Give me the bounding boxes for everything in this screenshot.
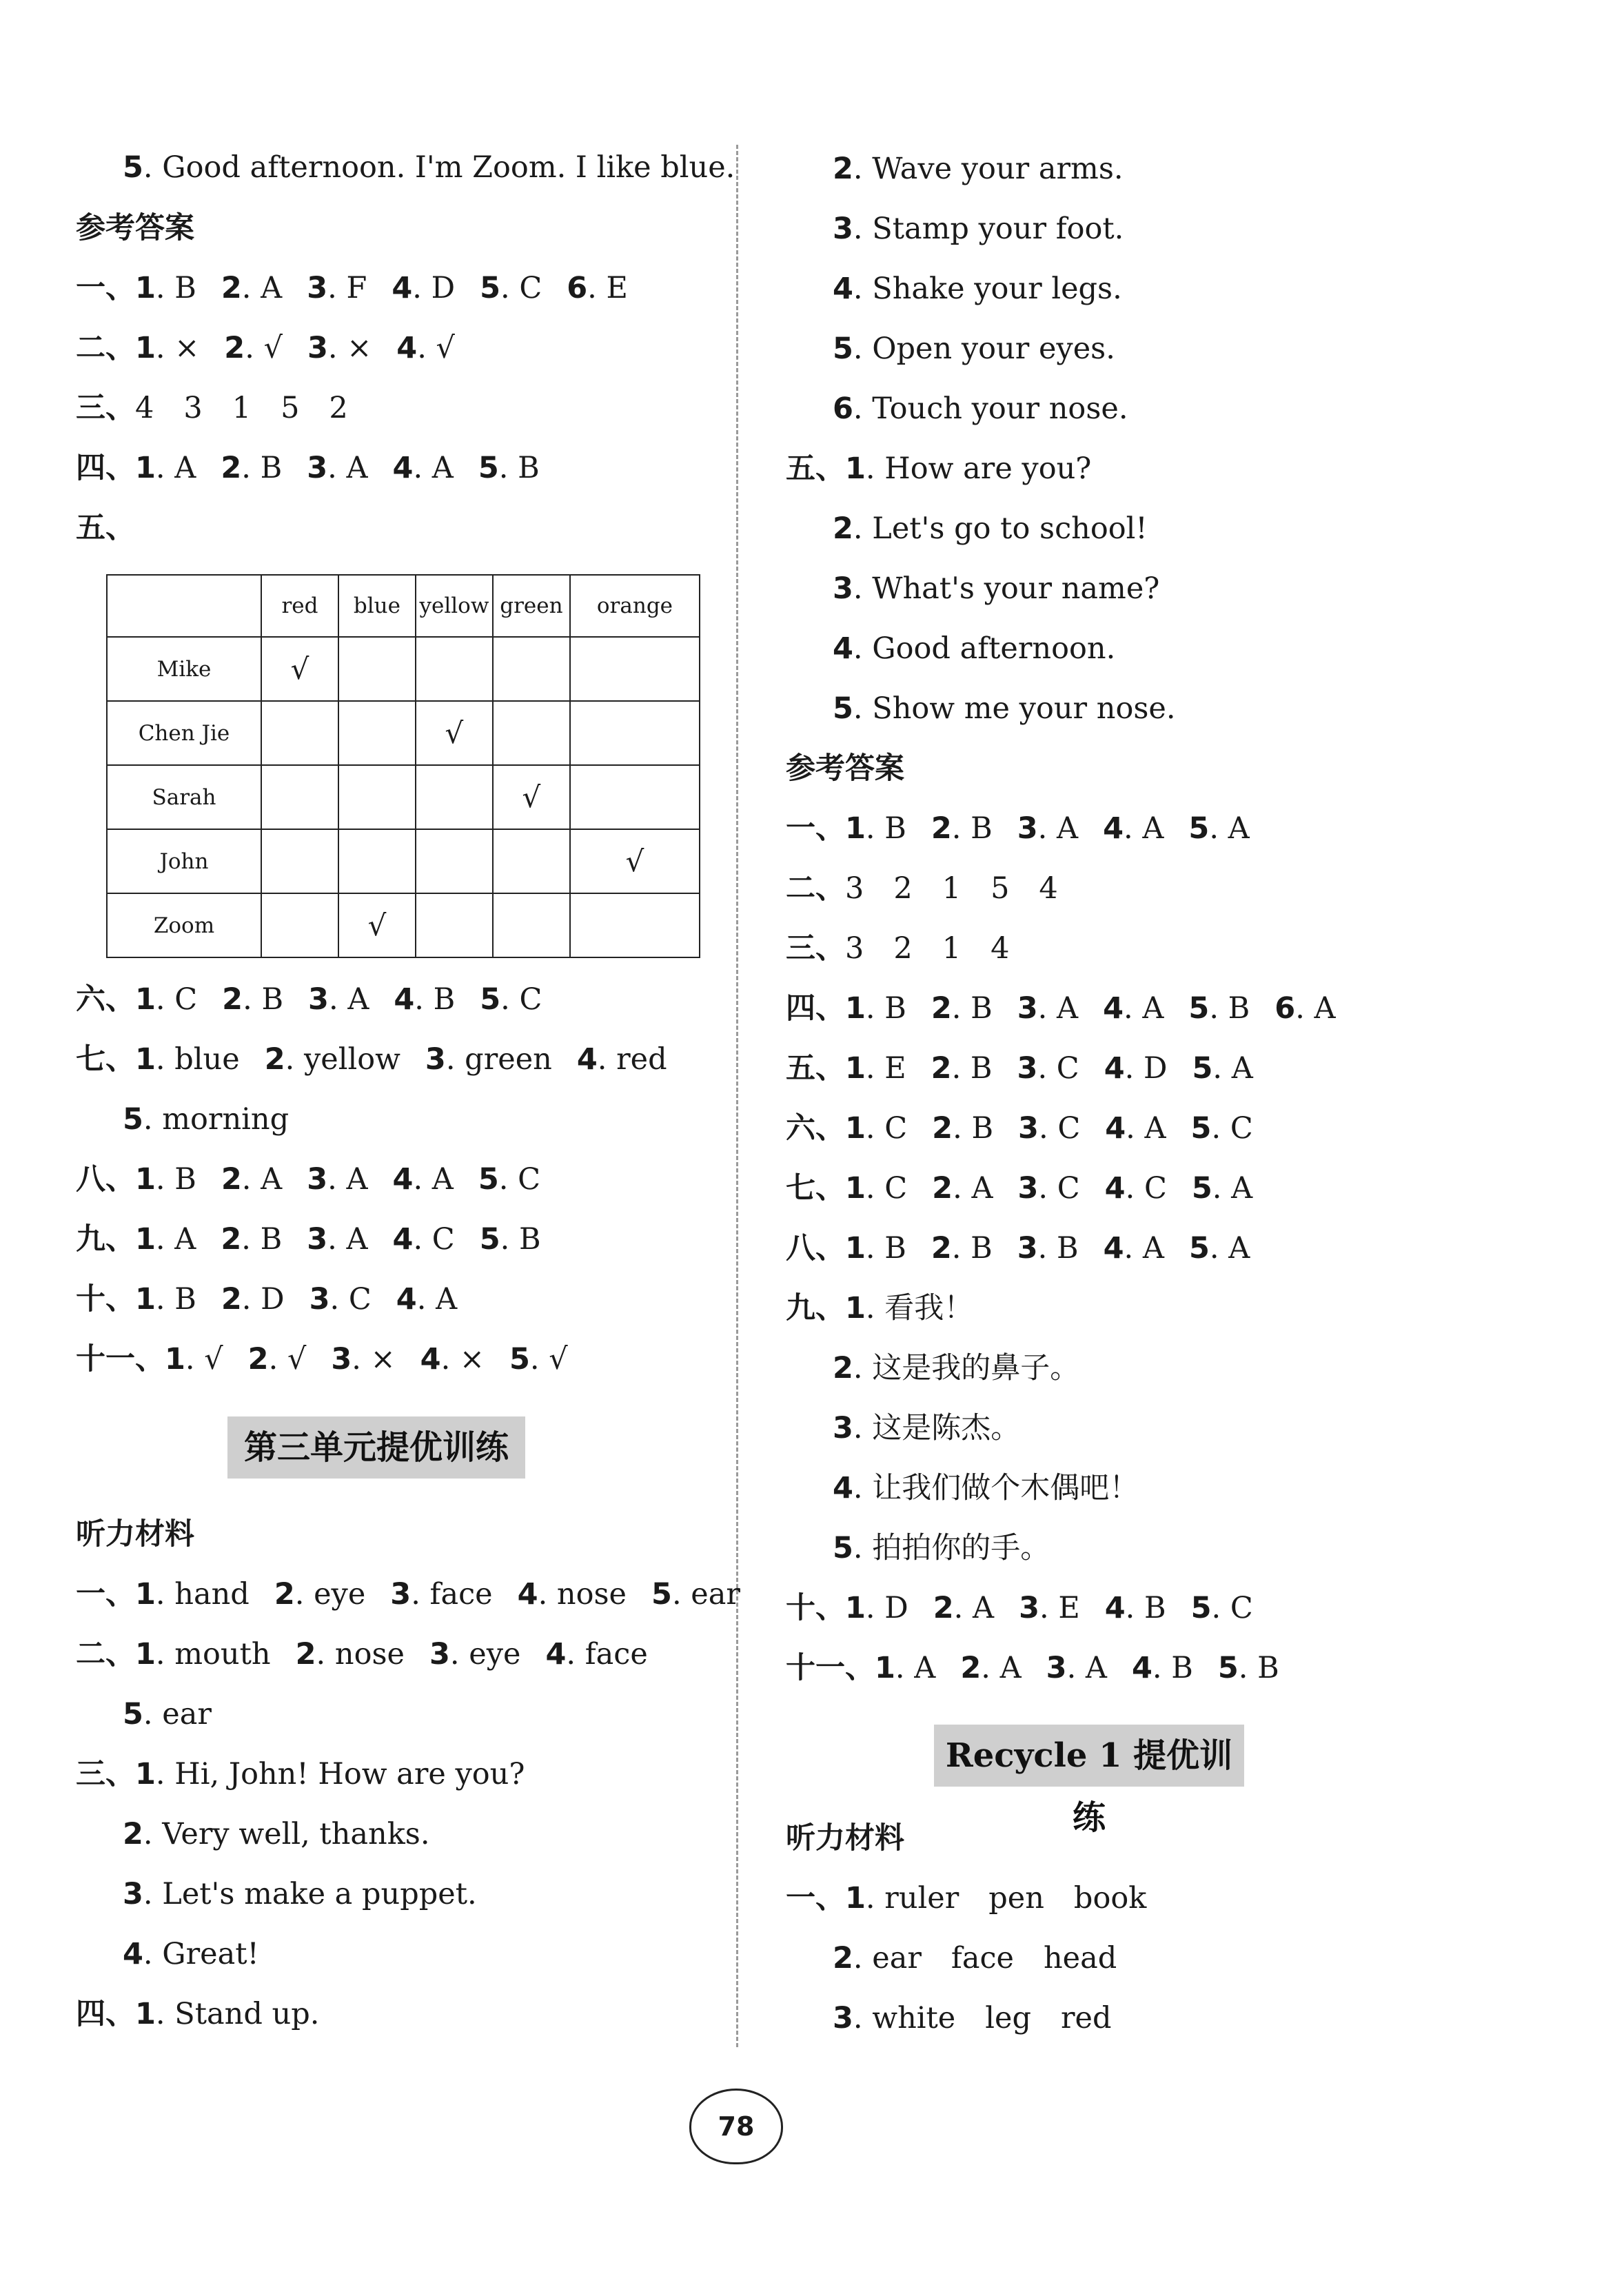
section-prefix: 一、 — [76, 271, 135, 305]
answer-item: 1. C — [135, 982, 198, 1017]
listening-row-continued: 2. Let's go to school! — [833, 511, 1148, 546]
table-check-cell — [338, 829, 416, 893]
answer-row-continued: 2. 这是我的鼻子。 — [833, 1351, 1080, 1385]
listening-row: 三、1. Hi, John! How are you? — [76, 1757, 525, 1791]
answer-item: 1. B — [845, 811, 906, 846]
answer-item: 3. × — [331, 1342, 396, 1376]
left-top-line: 5. Good afternoon. I'm Zoom. I like blue. — [123, 150, 735, 185]
answer-item: 2. yellow — [264, 1042, 400, 1077]
section-prefix: 二、 — [76, 331, 135, 365]
listening-row: 一、1. ruler pen book — [786, 1881, 1147, 1916]
answer-item: 3. A — [1017, 811, 1079, 846]
listening-row-continued: 4. Great! — [123, 1937, 259, 1971]
answer-row — [76, 1040, 667, 1079]
answer-item: 5. √ — [509, 1342, 568, 1376]
answer-row: 二、3 2 1 5 4 — [786, 871, 1058, 906]
answer-row — [786, 989, 1336, 1028]
answer-item: 5. B — [479, 1222, 541, 1257]
section-prefix: 六、 — [76, 982, 135, 1017]
listening-row-continued: 3. Stamp your foot. — [833, 212, 1124, 246]
answer-row — [76, 1160, 540, 1199]
section-prefix: 七、 — [786, 1171, 845, 1206]
listening-row: 四、1. Stand up. — [76, 1997, 320, 2031]
answers-heading: 参考答案 — [76, 211, 194, 245]
table-check-cell — [261, 701, 338, 765]
listening-row-continued: 2. Wave your arms. — [833, 152, 1124, 186]
answer-item: 5. ear — [651, 1577, 740, 1612]
answer-item: 2. B — [931, 991, 993, 1026]
table-check-cell — [416, 765, 493, 829]
table-check-cell — [493, 701, 570, 765]
answer-row-continued: 3. 这是陈杰。 — [833, 1411, 1021, 1445]
answer-item: 1. D — [845, 1591, 908, 1625]
answer-item: 2. B — [931, 1051, 993, 1086]
answer-item: 1. C — [845, 1111, 908, 1146]
answer-row — [76, 1220, 541, 1259]
answer-row — [76, 329, 455, 367]
answer-item: 3. face — [390, 1577, 493, 1612]
table-check-cell: √ — [338, 893, 416, 957]
answer-item: 3. C — [1017, 1051, 1079, 1086]
table-check-cell — [570, 765, 700, 829]
answer-item: 2. B — [221, 451, 283, 485]
answer-item: 3. × — [307, 331, 372, 365]
table-check-cell — [261, 829, 338, 893]
answer-item: 2. A — [932, 1171, 993, 1206]
answer-row — [786, 1109, 1253, 1148]
answer-item: 4. C — [392, 1222, 455, 1257]
answer-item: 4. A — [1103, 811, 1164, 846]
table-name-cell: Sarah — [107, 765, 261, 829]
listening-row-continued: 3. white leg red — [833, 2001, 1112, 2035]
color-table — [106, 574, 700, 958]
answer-item: 2. B — [931, 811, 993, 846]
section-prefix: 十一、 — [76, 1342, 165, 1376]
answer-row-continued: 4. 让我们做个木偶吧！ — [833, 1471, 1139, 1505]
section-prefix: 二、 — [76, 1637, 135, 1672]
table-check-cell — [493, 829, 570, 893]
answer-item: 1. mouth — [135, 1637, 271, 1672]
answer-row-continued: 5. morning — [123, 1102, 290, 1137]
listening-row-continued: 5. Show me your nose. — [833, 691, 1176, 726]
answer-item: 4. nose — [517, 1577, 627, 1612]
answer-item: 3. A — [307, 1162, 368, 1197]
answer-item: 1. √ — [165, 1342, 223, 1376]
answer-item: 5. B — [1217, 1651, 1279, 1685]
answer-item: 2. A — [933, 1591, 995, 1625]
table-check-cell — [493, 893, 570, 957]
listening-row-continued: 2. Very well, thanks. — [123, 1817, 430, 1851]
table-name-cell: John — [107, 829, 261, 893]
answer-item: 1. blue — [135, 1042, 240, 1077]
answer-item: 5. A — [1188, 811, 1250, 846]
answer-item: 4. × — [420, 1342, 485, 1376]
table-header-cell: green — [493, 575, 570, 637]
answer-item: 5. C — [1190, 1591, 1253, 1625]
section-prefix: 六、 — [786, 1111, 845, 1146]
answer-item: 2. D — [221, 1282, 285, 1317]
answer-item: 2. √ — [247, 1342, 307, 1376]
answer-item: 5. C — [478, 1162, 541, 1197]
answer-item: 1. E — [845, 1051, 906, 1086]
answer-item: 6. E — [567, 271, 628, 305]
answer-row: 三、4 3 1 5 2 — [76, 391, 348, 425]
table-row — [107, 637, 700, 701]
answer-item: 4. face — [545, 1637, 648, 1672]
answer-item: 5. C — [480, 982, 542, 1017]
section-prefix: 一、 — [76, 1577, 135, 1612]
table-header-cell: yellow — [416, 575, 493, 637]
answer-item: 3. C — [309, 1282, 372, 1317]
answer-row — [76, 269, 628, 307]
answer-item: 4. B — [1131, 1651, 1193, 1685]
answer-item: 3. E — [1019, 1591, 1080, 1625]
table-row — [107, 701, 700, 765]
page-number: 78 — [689, 2089, 783, 2164]
answer-row: 五、 — [76, 511, 135, 545]
answer-item: 4. A — [1105, 1111, 1166, 1146]
table-header-cell: blue — [338, 575, 416, 637]
section-prefix: 八、 — [786, 1231, 845, 1266]
recycle-banner: Recycle 1 提优训练 — [934, 1725, 1244, 1787]
answer-item: 2. A — [221, 1162, 283, 1197]
answer-item: 5. A — [1188, 1231, 1250, 1266]
table-header-row — [107, 575, 700, 637]
answer-item: 3. C — [1018, 1111, 1081, 1146]
answer-item: 4. D — [392, 271, 456, 305]
section-prefix: 四、 — [76, 451, 135, 485]
section-prefix: 十、 — [76, 1282, 135, 1317]
answer-item: 5. A — [1191, 1171, 1253, 1206]
answer-row — [786, 1049, 1253, 1088]
answer-item: 4. B — [394, 982, 456, 1017]
answer-item: 3. F — [307, 271, 367, 305]
listening-row: 五、1. How are you? — [786, 451, 1092, 486]
answer-item: 3. A — [307, 1222, 368, 1257]
answer-item: 3. A — [1046, 1651, 1107, 1685]
table-row — [107, 765, 700, 829]
answer-item: 5. B — [1188, 991, 1250, 1026]
answer-item: 1. × — [135, 331, 200, 365]
answer-item: 1. B — [135, 271, 196, 305]
answer-row — [786, 1589, 1253, 1627]
table-check-cell — [493, 637, 570, 701]
answer-item: 2. nose — [295, 1637, 405, 1672]
listening-row — [76, 1575, 740, 1614]
table-check-cell: √ — [261, 637, 338, 701]
table-header-cell: red — [261, 575, 338, 637]
table-check-cell: √ — [416, 701, 493, 765]
answer-row — [786, 809, 1250, 848]
answer-row — [786, 1169, 1252, 1208]
table-check-cell — [338, 637, 416, 701]
answer-item: 4. red — [576, 1042, 667, 1077]
answer-item: 4. A — [1103, 991, 1164, 1026]
answer-row — [786, 1229, 1250, 1268]
listening-heading: 听力材料 — [76, 1517, 194, 1552]
answer-item: 3. A — [307, 451, 368, 485]
answer-item: 2. √ — [224, 331, 283, 365]
answer-item: 2. A — [960, 1651, 1022, 1685]
answer-item: 2. B — [221, 1222, 283, 1257]
table-check-cell — [261, 893, 338, 957]
answer-row: 三、3 2 1 4 — [786, 931, 1010, 966]
listening-row-continued: 2. ear face head — [833, 1941, 1117, 1975]
listening-row-continued: 4. Shake your legs. — [833, 272, 1122, 306]
answer-item: 2. B — [931, 1231, 993, 1266]
answer-item: 3. C — [1017, 1171, 1080, 1206]
table-header-cell — [107, 575, 261, 637]
answer-item: 4. A — [392, 1162, 454, 1197]
table-check-cell: √ — [493, 765, 570, 829]
answer-row-continued: 5. 拍拍你的手。 — [833, 1531, 1050, 1565]
table-check-cell — [416, 829, 493, 893]
answer-item: 3. A — [308, 982, 369, 1017]
answer-item: 4. C — [1104, 1171, 1167, 1206]
answer-item: 1. B — [135, 1162, 196, 1197]
answer-item: 4. A — [392, 451, 454, 485]
listening-row — [76, 1635, 648, 1674]
table-check-cell — [416, 893, 493, 957]
answer-item: 3. B — [1017, 1231, 1079, 1266]
section-prefix: 十一、 — [786, 1651, 875, 1685]
answer-item: 4. √ — [396, 331, 455, 365]
answer-row — [76, 980, 542, 1019]
listening-row-continued: 3. What's your name? — [833, 571, 1160, 606]
answer-item: 4. D — [1104, 1051, 1168, 1086]
answer-item: 4. A — [1103, 1231, 1164, 1266]
table-row — [107, 893, 700, 957]
table-check-cell — [338, 701, 416, 765]
answer-item: 1. hand — [135, 1577, 250, 1612]
answers-heading: 参考答案 — [786, 751, 904, 786]
answer-item: 3. green — [425, 1042, 552, 1077]
table-name-cell: Chen Jie — [107, 701, 261, 765]
answer-row — [786, 1649, 1279, 1687]
section-prefix: 五、 — [786, 1051, 845, 1086]
answer-item: 1. A — [135, 1222, 196, 1257]
answer-item: 5. C — [480, 271, 542, 305]
answer-item: 4. A — [396, 1282, 458, 1317]
section-prefix: 七、 — [76, 1042, 135, 1077]
answer-item: 1. B — [845, 1231, 906, 1266]
listening-row-continued: 4. Good afternoon. — [833, 631, 1116, 666]
table-check-cell — [416, 637, 493, 701]
answer-item: 5. A — [1192, 1051, 1253, 1086]
table-check-cell — [261, 765, 338, 829]
unit3-banner: 第三单元提优训练 — [227, 1416, 525, 1479]
answer-row — [76, 1340, 568, 1379]
table-row — [107, 829, 700, 893]
table-check-cell: √ — [570, 829, 700, 893]
table-check-cell — [570, 893, 700, 957]
answer-item: 1. A — [875, 1651, 936, 1685]
answer-item: 2. B — [932, 1111, 994, 1146]
section-prefix: 一、 — [786, 811, 845, 846]
answer-item: 5. C — [1190, 1111, 1253, 1146]
column-divider — [736, 145, 738, 2047]
table-name-cell: Mike — [107, 637, 261, 701]
answer-item: 2. A — [221, 271, 283, 305]
section-prefix: 十、 — [786, 1591, 845, 1625]
answer-row — [76, 1280, 457, 1319]
answer-item: 3. A — [1017, 991, 1079, 1026]
answer-item: 1. C — [845, 1171, 908, 1206]
answer-item: 2. eye — [274, 1577, 366, 1612]
answer-item: 6. A — [1274, 991, 1336, 1026]
table-check-cell — [570, 701, 700, 765]
listening-row-continued: 3. Let's make a puppet. — [123, 1877, 477, 1911]
answer-item: 1. B — [845, 991, 906, 1026]
answer-row: 九、1. 看我！ — [786, 1291, 974, 1325]
table-header-cell: orange — [570, 575, 700, 637]
section-prefix: 九、 — [76, 1222, 135, 1257]
answer-item: 4. B — [1104, 1591, 1166, 1625]
answer-row — [76, 449, 540, 487]
answer-item: 3. eye — [429, 1637, 521, 1672]
section-prefix: 八、 — [76, 1162, 135, 1197]
listening-heading: 听力材料 — [786, 1821, 904, 1856]
answer-item: 2. B — [222, 982, 284, 1017]
answer-item: 5. B — [478, 451, 540, 485]
table-check-cell — [570, 637, 700, 701]
section-prefix: 四、 — [786, 991, 845, 1026]
listening-row-continued: 5. ear — [123, 1697, 212, 1731]
answer-item: 1. A — [135, 451, 196, 485]
listening-row-continued: 6. Touch your nose. — [833, 392, 1128, 426]
answer-item: 1. B — [135, 1282, 196, 1317]
table-check-cell — [338, 765, 416, 829]
table-name-cell: Zoom — [107, 893, 261, 957]
listening-row-continued: 5. Open your eyes. — [833, 332, 1115, 366]
